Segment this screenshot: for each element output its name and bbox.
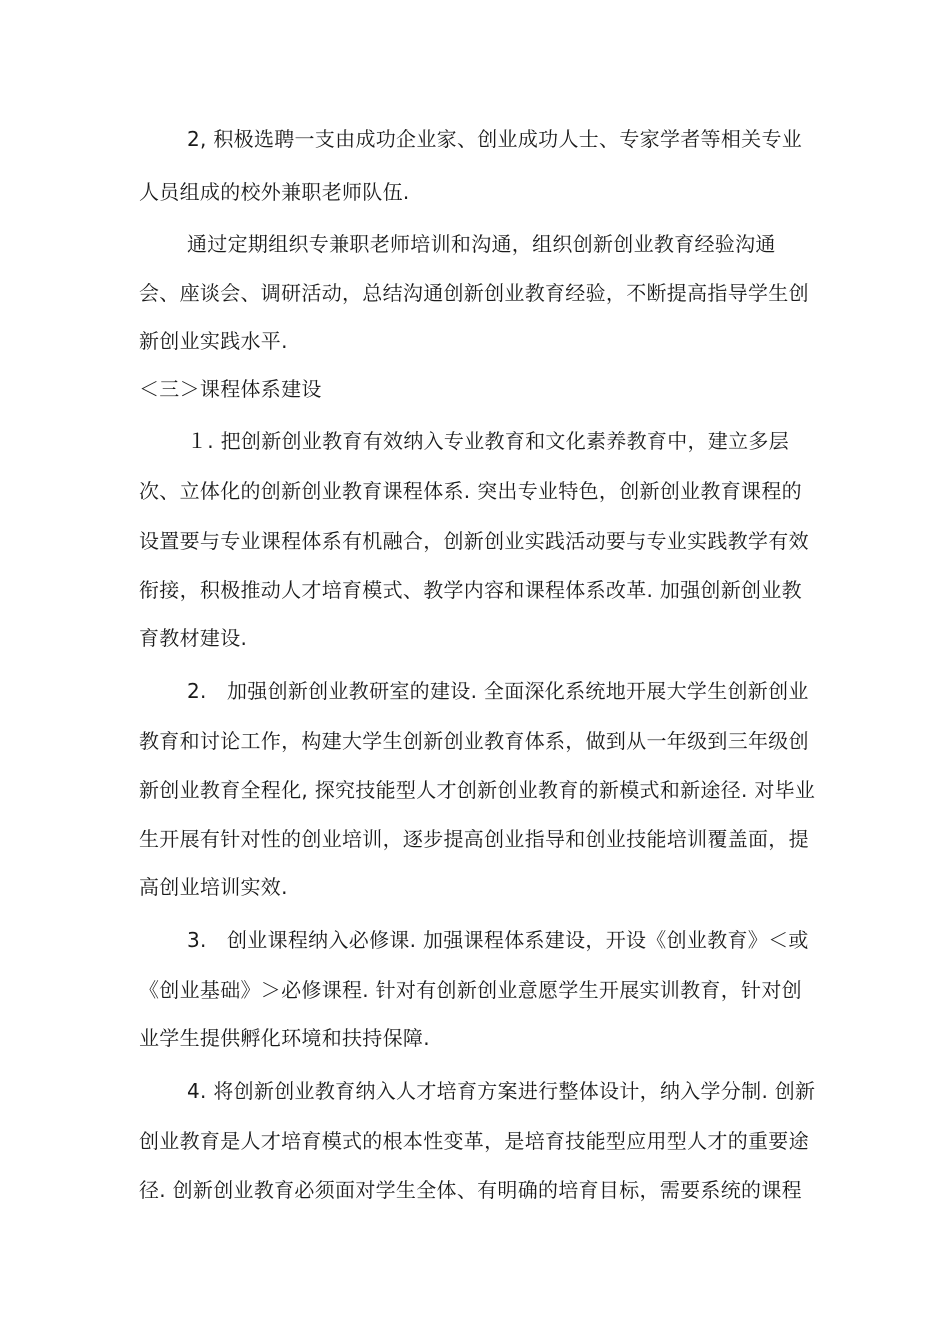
- section-heading: ＜三＞课程体系建设: [139, 377, 322, 401]
- paragraph-line: 业学生提供孵化环境和扶持保障.: [139, 1026, 430, 1050]
- paragraph-line: 设置要与专业课程体系有机融合，创新创业实践活动要与专业实践教学有效: [139, 529, 809, 553]
- paragraph-line: 4. 将创新创业教育纳入人才培育方案进行整体设计，纳入学分制. 创新: [187, 1079, 816, 1103]
- paragraph-line: 2, 积极选聘一支由成功企业家、创业成功人士、专家学者等相关专业: [187, 127, 803, 151]
- paragraph-line: 《创业基础》＞必修课程. 针对有创新创业意愿学生开展实训教育，针对创: [139, 978, 802, 1002]
- paragraph-line: 教育和讨论工作，构建大学生创新创业教育体系，做到从一年级到三年级创: [139, 729, 809, 753]
- paragraph-line: 高创业培训实效.: [139, 875, 288, 899]
- paragraph-line: 新创业实践水平.: [139, 329, 288, 353]
- paragraph-line: １. 把创新创业教育有效纳入专业教育和文化素养教育中，建立多层: [187, 429, 790, 453]
- paragraph-line: 径. 创新创业教育必须面对学生全体、有明确的培育目标，需要系统的课程: [139, 1178, 802, 1202]
- paragraph-line: 人员组成的校外兼职老师队伍.: [139, 180, 410, 204]
- paragraph-line: 3. 创业课程纳入必修课. 加强课程体系建设，开设《创业教育》＜或: [187, 928, 809, 952]
- paragraph-line: 次、立体化的创新创业教育课程体系. 突出专业特色，创新创业教育课程的: [139, 479, 802, 503]
- paragraph-line: 通过定期组织专兼职老师培训和沟通，组织创新创业教育经验沟通: [187, 232, 776, 256]
- paragraph-line: 衔接，积极推动人才培育模式、教学内容和课程体系改革. 加强创新创业教: [139, 578, 802, 602]
- paragraph-line: 创业教育是人才培育模式的根本性变革，是培育技能型应用型人才的重要途: [139, 1129, 809, 1153]
- paragraph-line: 生开展有针对性的创业培训，逐步提高创业指导和创业技能培训覆盖面，提: [139, 827, 809, 851]
- paragraph-line: 2. 加强创新创业教研室的建设. 全面深化系统地开展大学生创新创业: [187, 679, 809, 703]
- paragraph-line: 新创业教育全程化, 探究技能型人才创新创业教育的新模式和新途径. 对毕业: [139, 778, 816, 802]
- paragraph-line: 育教材建设.: [139, 626, 248, 650]
- paragraph-line: 会、座谈会、调研活动，总结沟通创新创业教育经验，不断提高指导学生创: [139, 281, 809, 305]
